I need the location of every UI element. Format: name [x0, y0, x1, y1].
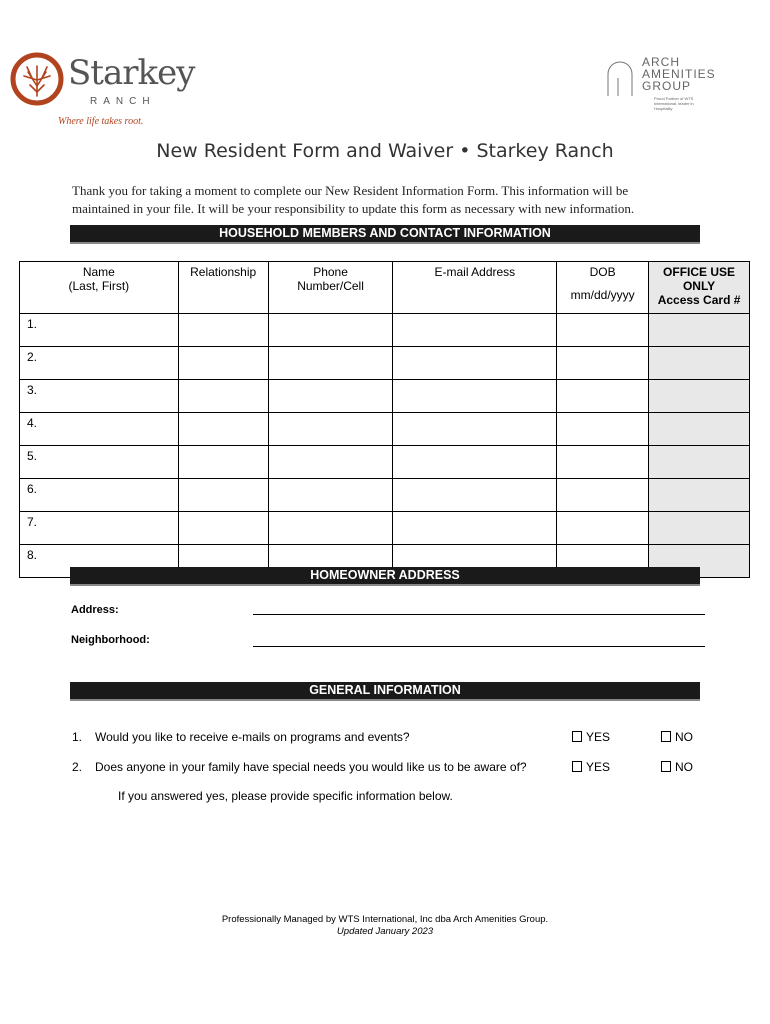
- intro-text: Thank you for taking a moment to complete our New Resident Information Form. This information will be maintained in your file. It will be your responsibility to update this form as necessary with new information.: [72, 183, 635, 216]
- col-phone: Phone Number/Cell: [268, 262, 393, 314]
- member-name-cell[interactable]: 6.: [20, 479, 179, 512]
- access-card-cell[interactable]: [649, 446, 750, 479]
- relationship-cell[interactable]: [178, 347, 268, 380]
- address-heading: HOMEOWNER ADDRESS: [70, 567, 700, 586]
- email-cell[interactable]: [393, 347, 557, 380]
- dob-cell[interactable]: [557, 347, 649, 380]
- email-cell[interactable]: [393, 413, 557, 446]
- brand-name: Starkey: [68, 53, 195, 93]
- q2-yes-option[interactable]: YES: [572, 760, 610, 774]
- phone-cell[interactable]: [268, 446, 393, 479]
- checkbox-icon[interactable]: [661, 731, 671, 742]
- phone-cell[interactable]: [268, 479, 393, 512]
- phone-cell[interactable]: [268, 413, 393, 446]
- neighborhood-field[interactable]: [253, 646, 705, 647]
- checkbox-icon[interactable]: [661, 761, 671, 772]
- table-row: [20, 314, 750, 347]
- dob-cell[interactable]: [557, 479, 649, 512]
- table-row: [20, 413, 750, 446]
- dob-cell[interactable]: [557, 413, 649, 446]
- phone-cell[interactable]: [268, 380, 393, 413]
- tree-emblem-icon: [10, 52, 64, 106]
- access-card-cell[interactable]: [649, 347, 750, 380]
- relationship-cell[interactable]: [178, 380, 268, 413]
- table-row: [20, 380, 750, 413]
- col-relationship: Relationship: [178, 262, 268, 314]
- dob-cell[interactable]: [557, 314, 649, 347]
- member-name-cell[interactable]: 2.: [20, 347, 179, 380]
- general-heading: GENERAL INFORMATION: [70, 682, 700, 701]
- member-name-cell[interactable]: 4.: [20, 413, 179, 446]
- email-cell[interactable]: [393, 479, 557, 512]
- table-header-row: [20, 262, 750, 314]
- dob-cell[interactable]: [557, 446, 649, 479]
- access-card-cell[interactable]: [649, 479, 750, 512]
- member-name-cell[interactable]: 3.: [20, 380, 179, 413]
- access-card-cell[interactable]: [649, 380, 750, 413]
- dob-cell[interactable]: [557, 512, 649, 545]
- col-email: E-mail Address: [393, 262, 557, 314]
- brand-tagline: Where life takes root.: [58, 116, 144, 127]
- household-table: [19, 261, 750, 578]
- col-office: OFFICE USE ONLY Access Card #: [649, 262, 750, 314]
- table-row: [20, 446, 750, 479]
- partner-name: ARCH AMENITIES GROUP: [642, 55, 716, 93]
- access-card-cell[interactable]: [649, 314, 750, 347]
- phone-cell[interactable]: [268, 347, 393, 380]
- address-field[interactable]: [253, 614, 705, 615]
- starkey-ranch-logo: [10, 50, 195, 132]
- question-1-text: Would you like to receive e-mails on programs and events?: [95, 730, 410, 744]
- arch-amenities-logo: [602, 56, 732, 118]
- followup-instruction: If you answered yes, please provide specific information below.: [118, 789, 453, 803]
- col-name: Name (Last, First): [20, 262, 179, 314]
- checkbox-icon[interactable]: [572, 731, 582, 742]
- footer-managed-by: Professionally Managed by WTS International, Inc dba Arch Amenities Group.: [221, 914, 549, 925]
- brand-sub: RANCH: [90, 96, 156, 107]
- neighborhood-label: Neighborhood:: [71, 634, 150, 646]
- q1-no-option[interactable]: NO: [661, 730, 693, 744]
- q1-yes-option[interactable]: YES: [572, 730, 610, 744]
- member-name-cell[interactable]: 1.: [20, 314, 179, 347]
- footer: [0, 914, 770, 938]
- relationship-cell[interactable]: [178, 446, 268, 479]
- table-row: [20, 512, 750, 545]
- table-row: [20, 479, 750, 512]
- question-1-number: 1.: [72, 730, 83, 744]
- dob-cell[interactable]: [557, 380, 649, 413]
- phone-cell[interactable]: [268, 512, 393, 545]
- relationship-cell[interactable]: [178, 413, 268, 446]
- email-cell[interactable]: [393, 380, 557, 413]
- arch-icon: [602, 58, 638, 98]
- member-name-cell[interactable]: 7.: [20, 512, 179, 545]
- question-2-text: Does anyone in your family have special needs you would like us to be aware of?: [95, 760, 527, 774]
- access-card-cell[interactable]: [649, 413, 750, 446]
- question-2-number: 2.: [72, 760, 83, 774]
- partner-small-text: Proud Partner of WTS International, leader in Hospitality: [654, 96, 694, 111]
- access-card-cell[interactable]: [649, 512, 750, 545]
- email-cell[interactable]: [393, 314, 557, 347]
- page-title: New Resident Form and Waiver • Starkey Ranch: [156, 140, 614, 162]
- table-row: [20, 347, 750, 380]
- member-name-cell[interactable]: 8.: [20, 545, 179, 578]
- col-dob: DOB mm/dd/yyyy: [557, 262, 649, 314]
- household-heading: HOUSEHOLD MEMBERS AND CONTACT INFORMATION: [70, 225, 700, 244]
- relationship-cell[interactable]: [178, 479, 268, 512]
- email-cell[interactable]: [393, 512, 557, 545]
- relationship-cell[interactable]: [178, 314, 268, 347]
- address-label: Address:: [71, 604, 119, 616]
- checkbox-icon[interactable]: [572, 761, 582, 772]
- phone-cell[interactable]: [268, 314, 393, 347]
- relationship-cell[interactable]: [178, 512, 268, 545]
- footer-updated: Updated January 2023: [336, 926, 434, 937]
- email-cell[interactable]: [393, 446, 557, 479]
- member-name-cell[interactable]: 5.: [20, 446, 179, 479]
- q2-no-option[interactable]: NO: [661, 760, 693, 774]
